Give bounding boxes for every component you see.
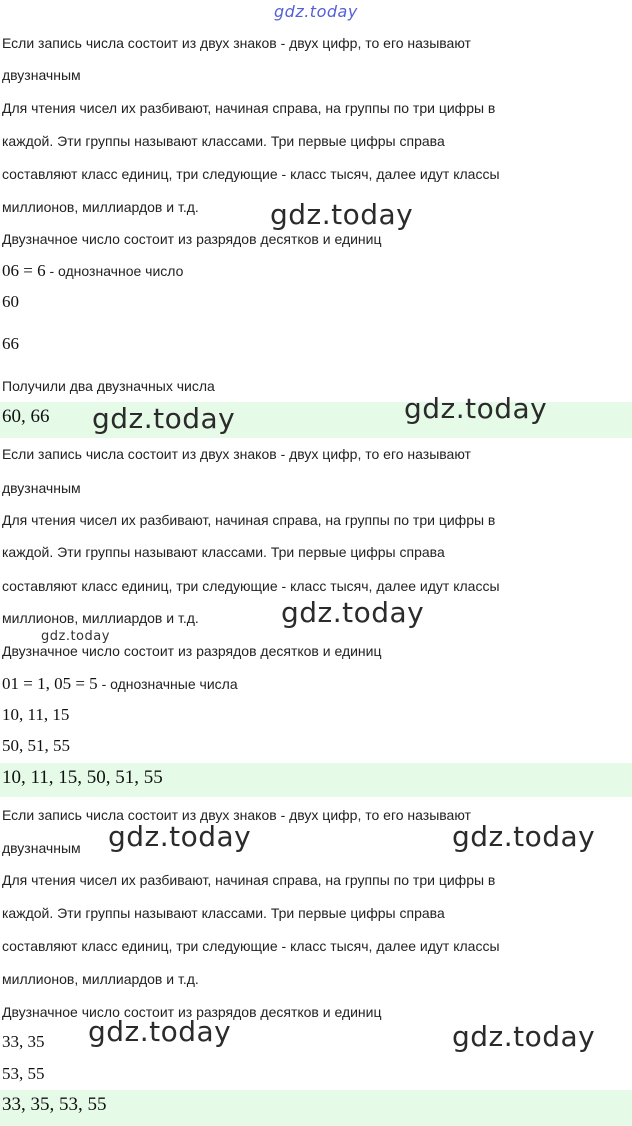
answer-text: 33, 35, 53, 55 xyxy=(2,1094,107,1115)
reading-rule-line-3: составляют класс единиц, три следующие - класс тысяч, далее идут классы xyxy=(2,166,500,182)
definition-two-digit-cont: двузначным xyxy=(2,840,81,856)
reading-rule-line-3: составляют класс единиц, три следующие - класс тысяч, далее идут классы xyxy=(2,578,500,594)
watermark: gdz.today xyxy=(270,198,414,231)
reading-rule-line-1: Для чтения чисел их разбивают, начиная справа, на группы по три цифры в xyxy=(2,512,496,528)
digits-rule: Двузначное число состоит из разрядов десятков и единиц xyxy=(2,643,382,659)
watermark: gdz.today xyxy=(88,1015,232,1048)
math-line: 06 = 6 - однозначное число xyxy=(2,261,184,280)
definition-two-digit-cont: двузначным xyxy=(2,480,81,496)
watermark-top: gdz.today xyxy=(274,2,358,21)
math-line: 33, 35 xyxy=(2,1032,45,1051)
math-line: 50, 51, 55 xyxy=(2,736,70,755)
definition-two-digit: Если запись числа состоит из двух знаков - двух цифр, то его называют xyxy=(2,807,471,823)
watermark: gdz.today xyxy=(452,1020,596,1053)
answer-text: 60, 66 xyxy=(2,406,50,427)
reading-rule-line-2: каждой. Эти группы называют классами. Три первые цифры справа xyxy=(2,905,445,921)
reading-rule-line-1: Для чтения чисел их разбивают, начиная справа, на группы по три цифры в xyxy=(2,872,496,888)
definition-two-digit-cont: двузначным xyxy=(2,67,81,83)
reading-rule-line-4: миллионов, миллиардов и т.д. xyxy=(2,610,199,626)
watermark: gdz.today xyxy=(92,402,236,435)
reading-rule-line-2: каждой. Эти группы называют классами. Три первые цифры справа xyxy=(2,544,445,560)
reading-rule-line-4: миллионов, миллиардов и т.д. xyxy=(2,199,199,215)
watermark: gdz.today xyxy=(404,392,548,425)
watermark: gdz.today xyxy=(108,820,252,853)
watermark: gdz.today xyxy=(281,596,425,629)
math-line: 01 = 1, 05 = 5 - однозначные числа xyxy=(2,674,238,693)
digits-rule: Двузначное число состоит из разрядов десятков и единиц xyxy=(2,1004,382,1020)
reading-rule-line-4: миллионов, миллиардов и т.д. xyxy=(2,971,199,987)
answer-highlight xyxy=(0,763,632,797)
digits-rule: Двузначное число состоит из разрядов десятков и единиц xyxy=(2,231,382,247)
reading-rule-line-3: составляют класс единиц, три следующие - класс тысяч, далее идут классы xyxy=(2,938,500,954)
math-line: 66 xyxy=(2,334,19,353)
answer-highlight xyxy=(0,1090,632,1126)
math-line: 53, 55 xyxy=(2,1064,45,1083)
definition-two-digit: Если запись числа состоит из двух знаков - двух цифр, то его называют xyxy=(2,35,471,51)
watermark-small: gdz.today xyxy=(41,629,110,644)
watermark: gdz.today xyxy=(452,820,596,853)
math-line: 60 xyxy=(2,292,19,311)
reading-rule-line-2: каждой. Эти группы называют классами. Три первые цифры справа xyxy=(2,133,445,149)
answer-text: 10, 11, 15, 50, 51, 55 xyxy=(2,767,163,788)
definition-two-digit: Если запись числа состоит из двух знаков - двух цифр, то его называют xyxy=(2,446,471,462)
result-label: Получили два двузначных числа xyxy=(2,378,215,394)
reading-rule-line-1: Для чтения чисел их разбивают, начиная справа, на группы по три цифры в xyxy=(2,100,496,116)
math-line: 10, 11, 15 xyxy=(2,705,70,724)
